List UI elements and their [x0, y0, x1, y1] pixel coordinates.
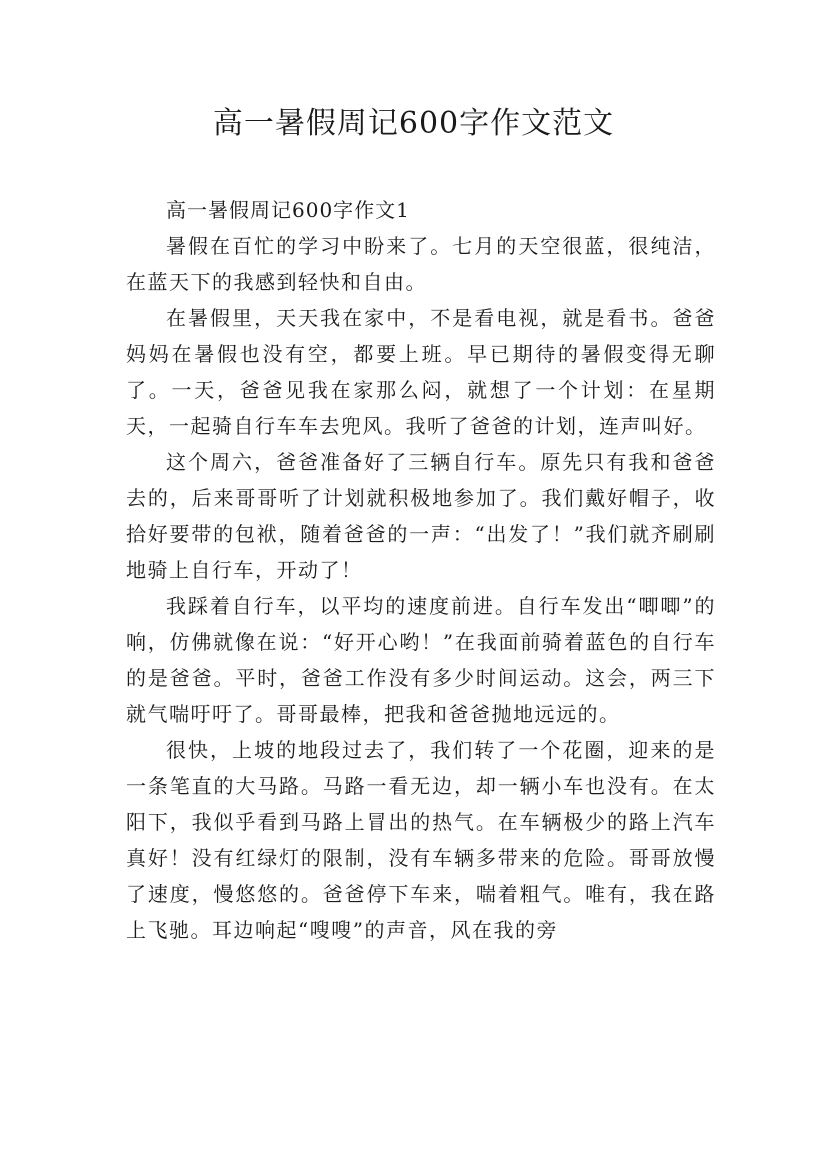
document-body: [126, 192, 716, 948]
paragraph: 在暑假里，天天我在家中，不是看电视，就是看书。爸爸妈妈在暑假也没有空，都要上班。早已期待的暑假变得无聊了。一天，爸爸见我在家那么闷，就想了一个计划：在星期天，一起骑自行车车去兜风。我听了爸爸的计划，连声叫好。: [126, 306, 716, 438]
paragraph: 很快，上坡的地段过去了，我们转了一个花圈，迎来的是一条笔直的大马路。马路一看无边，却一辆小车也没有。在太阳下，我似乎看到马路上冒出的热气。在车辆极少的路上汽车真好！没有红绿灯的限制，没有车辆多带来的危险。哥哥放慢了速度，慢悠悠的。爸爸停下车来，喘着粗气。唯有，我在路上飞驰。耳边响起“嗖嗖”的声音，风在我的旁: [126, 738, 716, 942]
document-title: 高一暑假周记600字作文范文: [212, 106, 615, 141]
paragraph: 我踩着自行车，以平均的速度前进。自行车发出“唧唧”的响，仿佛就像在说：“好开心哟！”在我面前骑着蓝色的自行车的是爸爸。平时，爸爸工作没有多少时间运动。这会，两三下就气喘吁吁了。哥哥最棒，把我和爸爸抛地远远的。: [126, 594, 716, 726]
paragraph: 这个周六，爸爸准备好了三辆自行车。原先只有我和爸爸去的，后来哥哥听了计划就积极地参加了。我们戴好帽子，收拾好要带的包袱，随着爸爸的一声：“出发了！”我们就齐刷刷地骑上自行车，开动了！: [126, 450, 716, 582]
paragraph: 暑假在百忙的学习中盼来了。七月的天空很蓝，很纯洁，在蓝天下的我感到轻快和自由。: [126, 234, 716, 294]
section-heading: 高一暑假周记600字作文1: [166, 198, 410, 222]
